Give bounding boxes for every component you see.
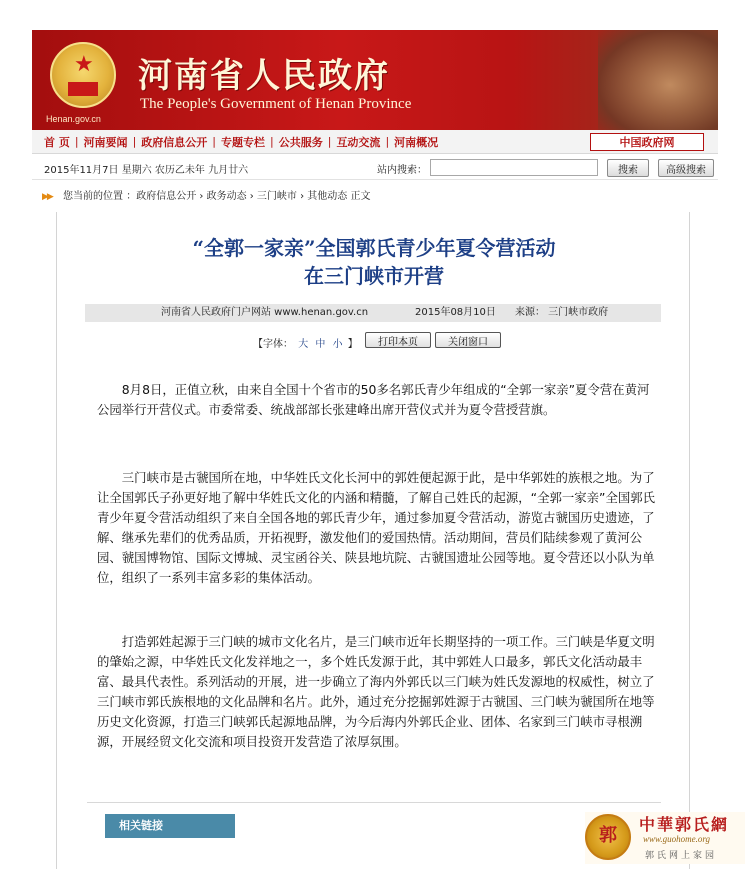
guohome-logo-icon: [585, 814, 631, 860]
font-size-bracket: 】: [347, 339, 358, 350]
nav-item-news[interactable]: 河南要闻: [83, 135, 128, 149]
china-gov-link[interactable]: 中国政府网: [590, 133, 704, 151]
header-banner: [32, 30, 718, 130]
paragraph-1: 8月8日，正值立秋，由来自全国十个省市的50多名郭氏青少年组成的“全郭一家亲”夏令营在黄河公园举行开营仪式。市委常委、统战部部长张建峰出席开营仪式并为夏令营授营旗。: [97, 382, 650, 417]
related-links-tab[interactable]: 相关链接: [105, 814, 235, 838]
meta-origin: 来源： 三门峡市政府: [515, 307, 609, 318]
article-meta: [85, 304, 661, 322]
article-paragraph: [97, 632, 657, 752]
nav-item-public-service[interactable]: 公共服务: [278, 135, 323, 149]
font-size-medium[interactable]: 中: [315, 339, 326, 350]
watermark-name: 中華郭氏網: [639, 815, 730, 834]
star-icon: ★: [74, 52, 94, 77]
paragraph-2: 三门峡市是古虢国所在地，中华姓氏文化长河中的郭姓便起源于此，是中华郭姓的族根之地。为了让全国郭氏子孙更好地了解中华姓氏文化的内涵和精髓，了解自己姓氏的起源，“全郭一家亲”全国郭氏青少年夏令营活动组织了来自全国各地的郭氏青少年，通过参加夏令营活动，游览古虢国历史遗迹，了解、继承先辈们的优秀品质，开拓视野，激发他们的爱国热情。活动期间，营员们陆续参观了黄河公园、虢国博物馆、国际文博城、灵宝函谷关、陕县地坑院、古虢国遗址公园等地。夏令营还以小队为单位，组织了一系列丰富多彩的集体活动。: [97, 470, 656, 585]
divider: [87, 802, 661, 803]
search-bar: [32, 156, 718, 180]
meta-source: 河南省人民政府门户网站 www.henan.gov.cn: [161, 307, 369, 318]
site-url: Henan.gov.cn: [46, 114, 101, 124]
article-title-line2: 在三门峡市开营: [304, 264, 444, 288]
watermark-slogan: 郭氏网上家园: [645, 851, 718, 861]
national-emblem-icon: [50, 42, 116, 108]
close-window-button[interactable]: 关闭窗口: [435, 332, 501, 348]
nav-item-interaction[interactable]: 互动交流: [336, 135, 381, 149]
buddha-statue-image: [598, 30, 718, 130]
paragraph-3: 打造郭姓起源于三门峡的城市文化名片，是三门峡市近年长期坚持的一项工作。三门峡是华夏文明的肇始之源，中华姓氏文化发祥地之一，多个姓氏发源于此，其中郭姓人口最多，郭氏文化活动最丰富、最具代表性。系列活动的开展，进一步确立了海内外郭氏以三门峡为姓氏发源地的权威性，树立了三门峡市郭氏族根地的文化品牌和名片。此外，通过充分挖掘郭姓源于古虢国、三门峡为虢国所在地等历史文化资源，打造三门峡郭氏起源地品牌，为今后海内外郭氏企业、团体、名家到三门峡市寻根溯源，开展经贸文化交流和项目投资开发营造了浓厚氛围。: [97, 634, 655, 749]
current-date: 2015年11月7日 星期六 农历乙未年 九月廿六: [44, 165, 249, 176]
nav-item-overview[interactable]: 河南概况: [394, 135, 439, 149]
nav-item-topics[interactable]: 专题专栏: [221, 135, 265, 149]
gate-icon: [68, 82, 98, 96]
article-title: [57, 234, 691, 290]
meta-date: 2015年08月10日: [415, 307, 496, 318]
article-container: [56, 212, 690, 869]
main-nav: 首 页 | 河南要闻 | 政府信息公开 | 专题专栏 | 公共服务 | 互动交流 | 河南概况 中国政府网: [32, 130, 718, 154]
article-title-line1: “全郭一家亲”全国郭氏青少年夏令营活动: [192, 236, 556, 260]
site-title-english: The People's Government of Henan Province: [140, 96, 412, 112]
search-input[interactable]: [430, 159, 598, 176]
breadcrumb-text[interactable]: 您当前的位置 ：政府信息公开 › 政务动态 › 三门峡市 › 其他动态 正文: [63, 191, 371, 202]
article-paragraph: [97, 468, 657, 588]
logo-glyph: 郭: [599, 825, 617, 846]
watermark-url: www.guohome.org: [643, 834, 711, 844]
guohome-watermark: [585, 812, 745, 864]
search-button[interactable]: 搜索: [607, 159, 649, 177]
font-size-small[interactable]: 小: [332, 339, 343, 350]
double-arrow-icon: ▶▶: [42, 192, 52, 202]
font-size-label: 【字体：: [253, 339, 293, 350]
font-size-control: [253, 335, 358, 350]
article-paragraph: [97, 380, 657, 420]
advanced-search-button[interactable]: 高级搜索: [658, 159, 714, 177]
nav-item-info-disclosure[interactable]: 政府信息公开: [141, 135, 208, 149]
site-title: 河南省人民政府: [138, 56, 390, 96]
breadcrumb: [42, 187, 370, 202]
nav-item-home[interactable]: 首 页: [44, 135, 70, 149]
font-size-large[interactable]: 大: [298, 339, 309, 350]
print-button[interactable]: 打印本页: [365, 332, 431, 348]
search-label: 站内搜索：: [377, 165, 427, 176]
article-tools: [57, 332, 691, 350]
